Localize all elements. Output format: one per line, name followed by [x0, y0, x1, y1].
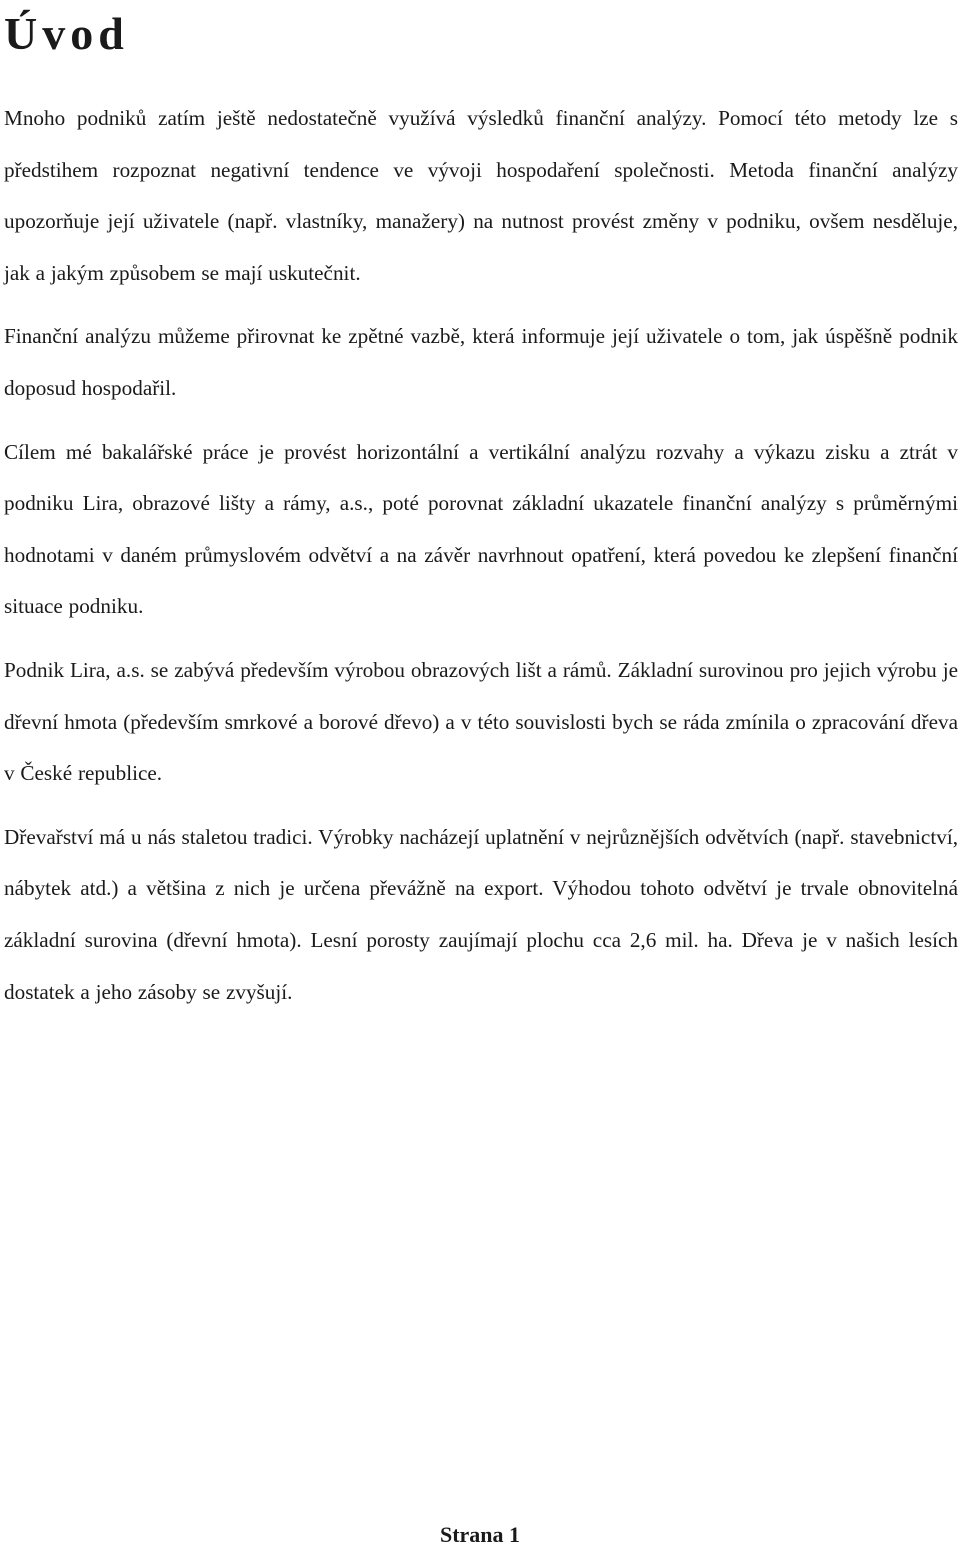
paragraph-company: Podnik Lira, a.s. se zabývá především výrobou obrazových lišt a rámů. Základní surovinou pro jejich výrobu je dřevní hmota (především smrkové a borové dřevo) a v této souvislosti bych se ráda zmínila o zpracování dřeva v České republice.	[4, 657, 958, 786]
paragraph-goal: Cílem mé bakalářské práce je provést horizontální a vertikální analýzu rozvahy a výkazu zisku a ztrát v podniku Lira, obrazové lišty a rámy, a.s., poté porovnat základní ukazatele finanční analýzy s průměrnými hodnotami v daném průmyslovém odvětví a na závěr navrhnout opatření, která povedou ke zlepšení finanční situace podniku.	[4, 439, 958, 619]
paragraph-feedback: Finanční analýzu můžeme přirovnat ke zpětné vazbě, která informuje její uživatele o tom, jak úspěšně podnik doposud hospodařil.	[4, 324, 958, 400]
page-number: Strana 1	[439, 1522, 521, 1547]
body-text	[4, 93, 958, 1030]
page-title: Úvod	[4, 8, 129, 59]
paragraph-intro: Mnoho podniků zatím ještě nedostatečně využívá výsledků finanční analýzy. Pomocí této metody lze s předstihem rozpoznat negativní tendence ve vývoji hospodaření společnosti. Metoda finanční analýzy upozorňuje její uživatele (např. vlastníky, manažery) na nutnost provést změny v podniku, ovšem nesděluje, jak a jakým způsobem se mají uskutečnit.	[4, 106, 958, 285]
paragraph-industry: Dřevařství má u nás staletou tradici. Výrobky nacházejí uplatnění v nejrůznějších odvětvích (např. stavebnictví, nábytek atd.) a většina z nich je určena převážně na export. Výhodou tohoto odvětví je trvale obnovitelná základní surovina (dřevní hmota). Lesní porosty zaujímají plochu cca 2,6 mil. ha. Dřeva je v našich lesích dostatek a jeho zásoby se zvyšují.	[4, 824, 958, 1004]
